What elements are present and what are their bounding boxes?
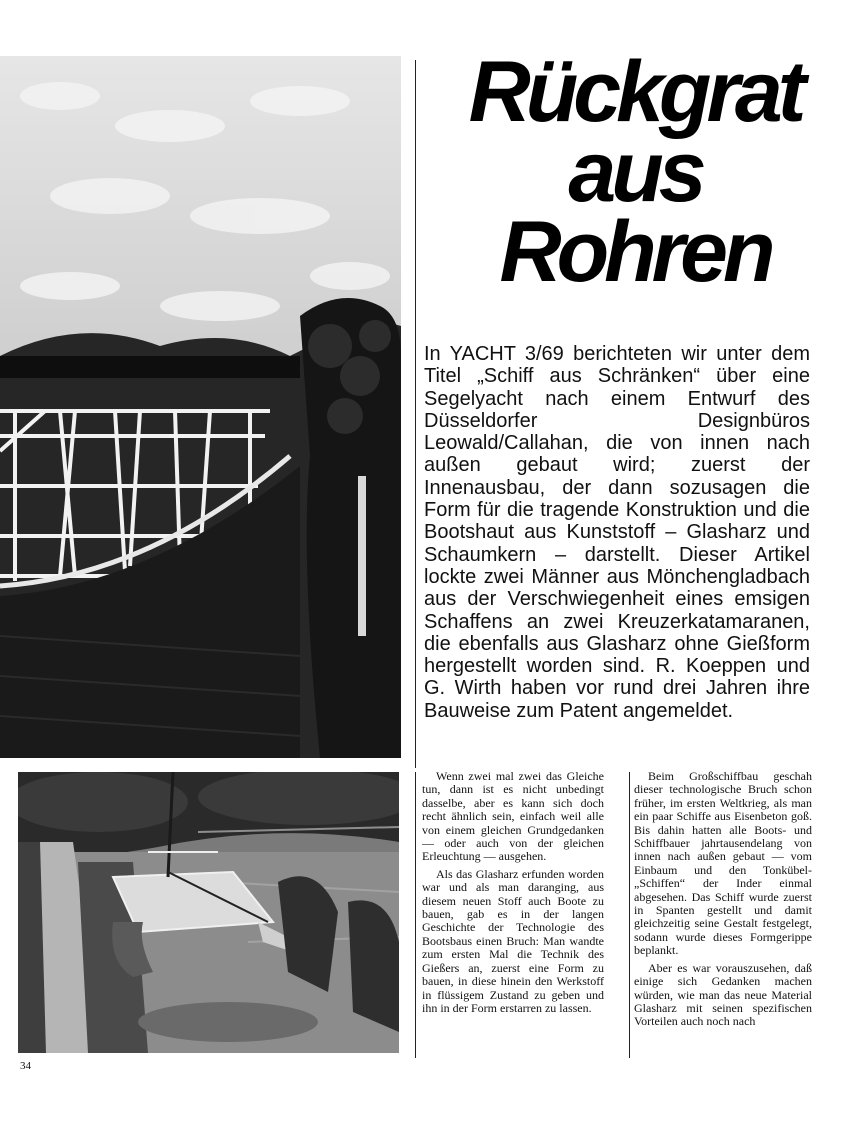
title-line: Rückgrat: [468, 44, 802, 140]
body-paragraph: Aber es war vorauszusehen, daß einige sich Gedanken machen würden, wie man das neue Material Glasharz mit seinen spezifischen Vorteilen auch noch nach: [634, 960, 812, 1029]
body-paragraph: Als das Glasharz erfunden worden war und als man daranging, aus diesem neuen Stoff auch Boote zu bauen, gab es in der langen Geschichte der Technologie des Bootsbaus einen Bruch: Man wandte zum ersten Mal die Technik des Gießers an, zuerst eine Form zu bauen, in diese hinein den Werkstoff in flüssigem Zustand zu geben und ihn in der Form erstarren zu lassen.: [422, 866, 604, 1015]
title-line: aus: [568, 124, 702, 220]
body-column-2: [634, 770, 812, 1033]
catamaran-photo: [18, 772, 399, 1053]
column-divider: [415, 772, 416, 1058]
page-number: 34: [20, 1060, 31, 1072]
column-divider: [629, 772, 630, 1058]
body-paragraph: Beim Großschiffbau geschah dieser technologische Bruch schon früher, im ersten Weltkrieg, als man ein paar Schiffe aus Eisenbeton goß. Bis dahin hatten alle Boots- und Schiffbauer jahrtausendelang von innen nach außen gebaut — vom Einbaum und den Tonkübel-„Schiffen“ der Inder einmal abgesehen. Das Schiff wurde zuerst in Spanten gestellt und damit gleichzeitig seine Gestalt festgelegt, sodann wurde dieses Formgerippe beplankt.: [634, 769, 812, 958]
article-title: [420, 44, 850, 300]
hull-frame-photo: [0, 56, 401, 758]
lead-paragraph: In YACHT 3/69 berichteten wir unter dem Titel „Schiff aus Schränken“ über eine Segelyacht nach einem Entwurf des Düsseldorfer Designbüros Leowald/Callahan, die von innen nach außen gebaut wird; zuerst der Innenausbau, der dann sozusagen die Form für die tragende Konstruktion und die Bootshaut aus Kunststoff – Glasharz und Schaumkern – darstellt. Dieser Artikel lockte zwei Männer aus Mönchengladbach aus der Verschwiegenheit eines emsigen Schaffens an zwei Kreuzerkatamaranen, die ebenfalls aus Glasharz ohne Gießform hergestellt worden sind. R. Koeppen und G. Wirth haben vor rund drei Jahren ihre Bauweise zum Patent angemeldet.: [424, 343, 810, 722]
title-line: Rohren: [499, 204, 771, 300]
body-paragraph: Wenn zwei mal zwei das Gleiche tun, dann ist es nicht unbedingt dasselbe, aber es kann sich doch recht ähnlich sein, einfach weil alle von einem gleichen Grundgedanken — oder auch von der gleichen Erleuchtung — ausgehen.: [422, 769, 604, 864]
body-column-1: [422, 770, 604, 1019]
column-divider: [415, 60, 416, 768]
